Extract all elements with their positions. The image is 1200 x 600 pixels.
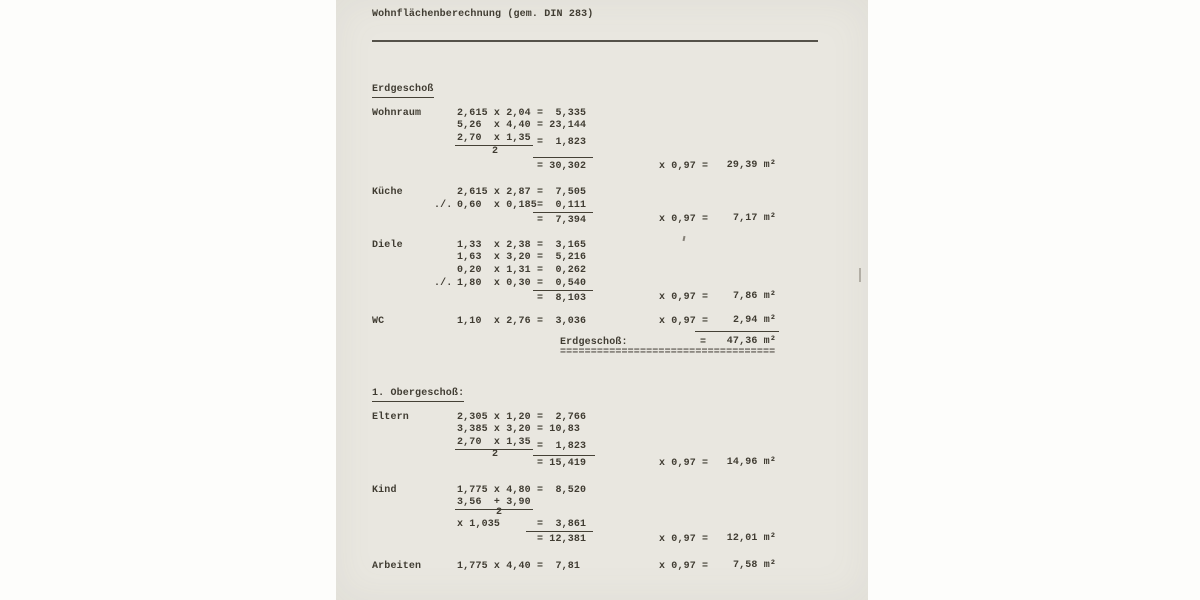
calc-total: = 30,302 xyxy=(537,161,587,172)
calc-result: = 7,81 xyxy=(537,561,581,572)
calc-expression: 3,385 x 3,20 xyxy=(457,424,531,435)
calc-result: = 0,262 xyxy=(537,265,587,276)
double-underline: =================================== xyxy=(560,347,776,358)
scan-artifact-speck xyxy=(683,236,686,241)
fraction-denominator: 2 xyxy=(492,449,499,460)
calc-result: = 1,823 xyxy=(537,441,587,452)
floor-total-area: 47,36 m² xyxy=(726,336,776,347)
fraction-denominator: 2 xyxy=(492,146,499,157)
calc-expression: 1,775 x 4,40 xyxy=(457,561,531,572)
calc-expression: 2,615 x 2,87 xyxy=(457,187,531,198)
deduction-prefix: ./. xyxy=(434,278,453,289)
sum-rule xyxy=(526,531,593,532)
scanned-document-paper xyxy=(336,0,868,600)
section-heading-obergeschoss: 1. Obergeschoß: xyxy=(372,388,464,402)
calc-expression: 1,775 x 4,80 xyxy=(457,485,531,496)
calc-result: = 7,505 xyxy=(537,187,587,198)
calc-expression: 1,63 x 3,20 xyxy=(457,252,531,263)
calc-total: = 12,381 xyxy=(537,534,587,545)
calc-expression-fraction: 2,70 x 1,35 xyxy=(457,133,531,144)
title-underline-rule xyxy=(372,40,818,42)
scan-artifact-edge-mark xyxy=(859,268,861,282)
calc-total: = 15,419 xyxy=(537,458,587,469)
calc-result: = 1,823 xyxy=(537,137,587,148)
calc-total: = 7,394 xyxy=(537,215,587,226)
calc-result: = 0,540 xyxy=(537,278,587,289)
calc-result: = 2,766 xyxy=(537,412,587,423)
sum-rule xyxy=(533,290,593,291)
factor-label: x 0,97 = xyxy=(659,534,709,545)
deduction-prefix: ./. xyxy=(434,200,453,211)
factor-label: x 0,97 = xyxy=(659,214,709,225)
factor-label: x 0,97 = xyxy=(659,458,709,469)
sum-rule xyxy=(533,157,593,158)
floor-total-equals: = xyxy=(700,337,707,348)
calc-result: = 5,216 xyxy=(537,252,587,263)
floor-total-label: Erdgeschoß: xyxy=(560,337,628,348)
area-value: 29,39 m² xyxy=(726,160,776,171)
sum-rule xyxy=(533,455,595,456)
room-label-arbeiten: Arbeiten xyxy=(372,561,422,572)
calc-result: = 3,165 xyxy=(537,240,587,251)
calc-result: = 3,036 xyxy=(537,316,587,327)
factor-label: x 0,97 = xyxy=(659,161,709,172)
factor-label: x 0,97 = xyxy=(659,292,709,303)
area-value: 7,58 m² xyxy=(732,560,776,571)
area-value: 12,01 m² xyxy=(726,533,776,544)
calc-expression: 2,615 x 2,04 xyxy=(457,108,531,119)
fraction-denominator: 2 xyxy=(496,507,503,518)
calc-total: = 8,103 xyxy=(537,293,587,304)
section-heading-erdgeschoss: Erdgeschoß xyxy=(372,84,434,98)
calc-expression-fraction: 2,70 x 1,35 xyxy=(457,437,531,448)
room-label-wohnraum: Wohnraum xyxy=(372,108,422,119)
calc-result: = 8,520 xyxy=(537,485,587,496)
area-value: 7,86 m² xyxy=(732,291,776,302)
sum-rule xyxy=(533,212,593,213)
factor-label: x 0,97 = xyxy=(659,316,709,327)
calc-expression: x 1,035 xyxy=(457,519,501,530)
area-value: 14,96 m² xyxy=(726,457,776,468)
room-label-eltern: Eltern xyxy=(372,412,409,423)
calc-expression: 1,80 x 0,30 xyxy=(457,278,531,289)
calc-expression: 5,26 x 4,40 xyxy=(457,120,531,131)
room-label-diele: Diele xyxy=(372,240,403,251)
calc-expression: 2,305 x 1,20 xyxy=(457,412,531,423)
floor-total-rule xyxy=(695,331,779,332)
document-title: Wohnflächenberechnung (gem. DIN 283) xyxy=(372,9,594,20)
calc-result: = 10,83 xyxy=(537,424,581,435)
calc-expression-fraction: 3,56 + 3,90 xyxy=(457,497,531,508)
calc-result: = 3,861 xyxy=(537,519,587,530)
calc-expression: 1,33 x 2,38 xyxy=(457,240,531,251)
calc-expression: 0,20 x 1,31 xyxy=(457,265,531,276)
calc-expression: 1,10 x 2,76 xyxy=(457,316,531,327)
room-label-kind: Kind xyxy=(372,485,397,496)
area-value: 2,94 m² xyxy=(732,315,776,326)
calc-result: = 23,144 xyxy=(537,120,587,131)
calc-expression: 0,60 x 0,185 xyxy=(457,200,537,211)
factor-label: x 0,97 = xyxy=(659,561,709,572)
calc-result: = 5,335 xyxy=(537,108,587,119)
calc-result: = 0,111 xyxy=(537,200,587,211)
room-label-wc: WC xyxy=(372,316,385,327)
room-label-kueche: Küche xyxy=(372,187,403,198)
area-value: 7,17 m² xyxy=(732,213,776,224)
